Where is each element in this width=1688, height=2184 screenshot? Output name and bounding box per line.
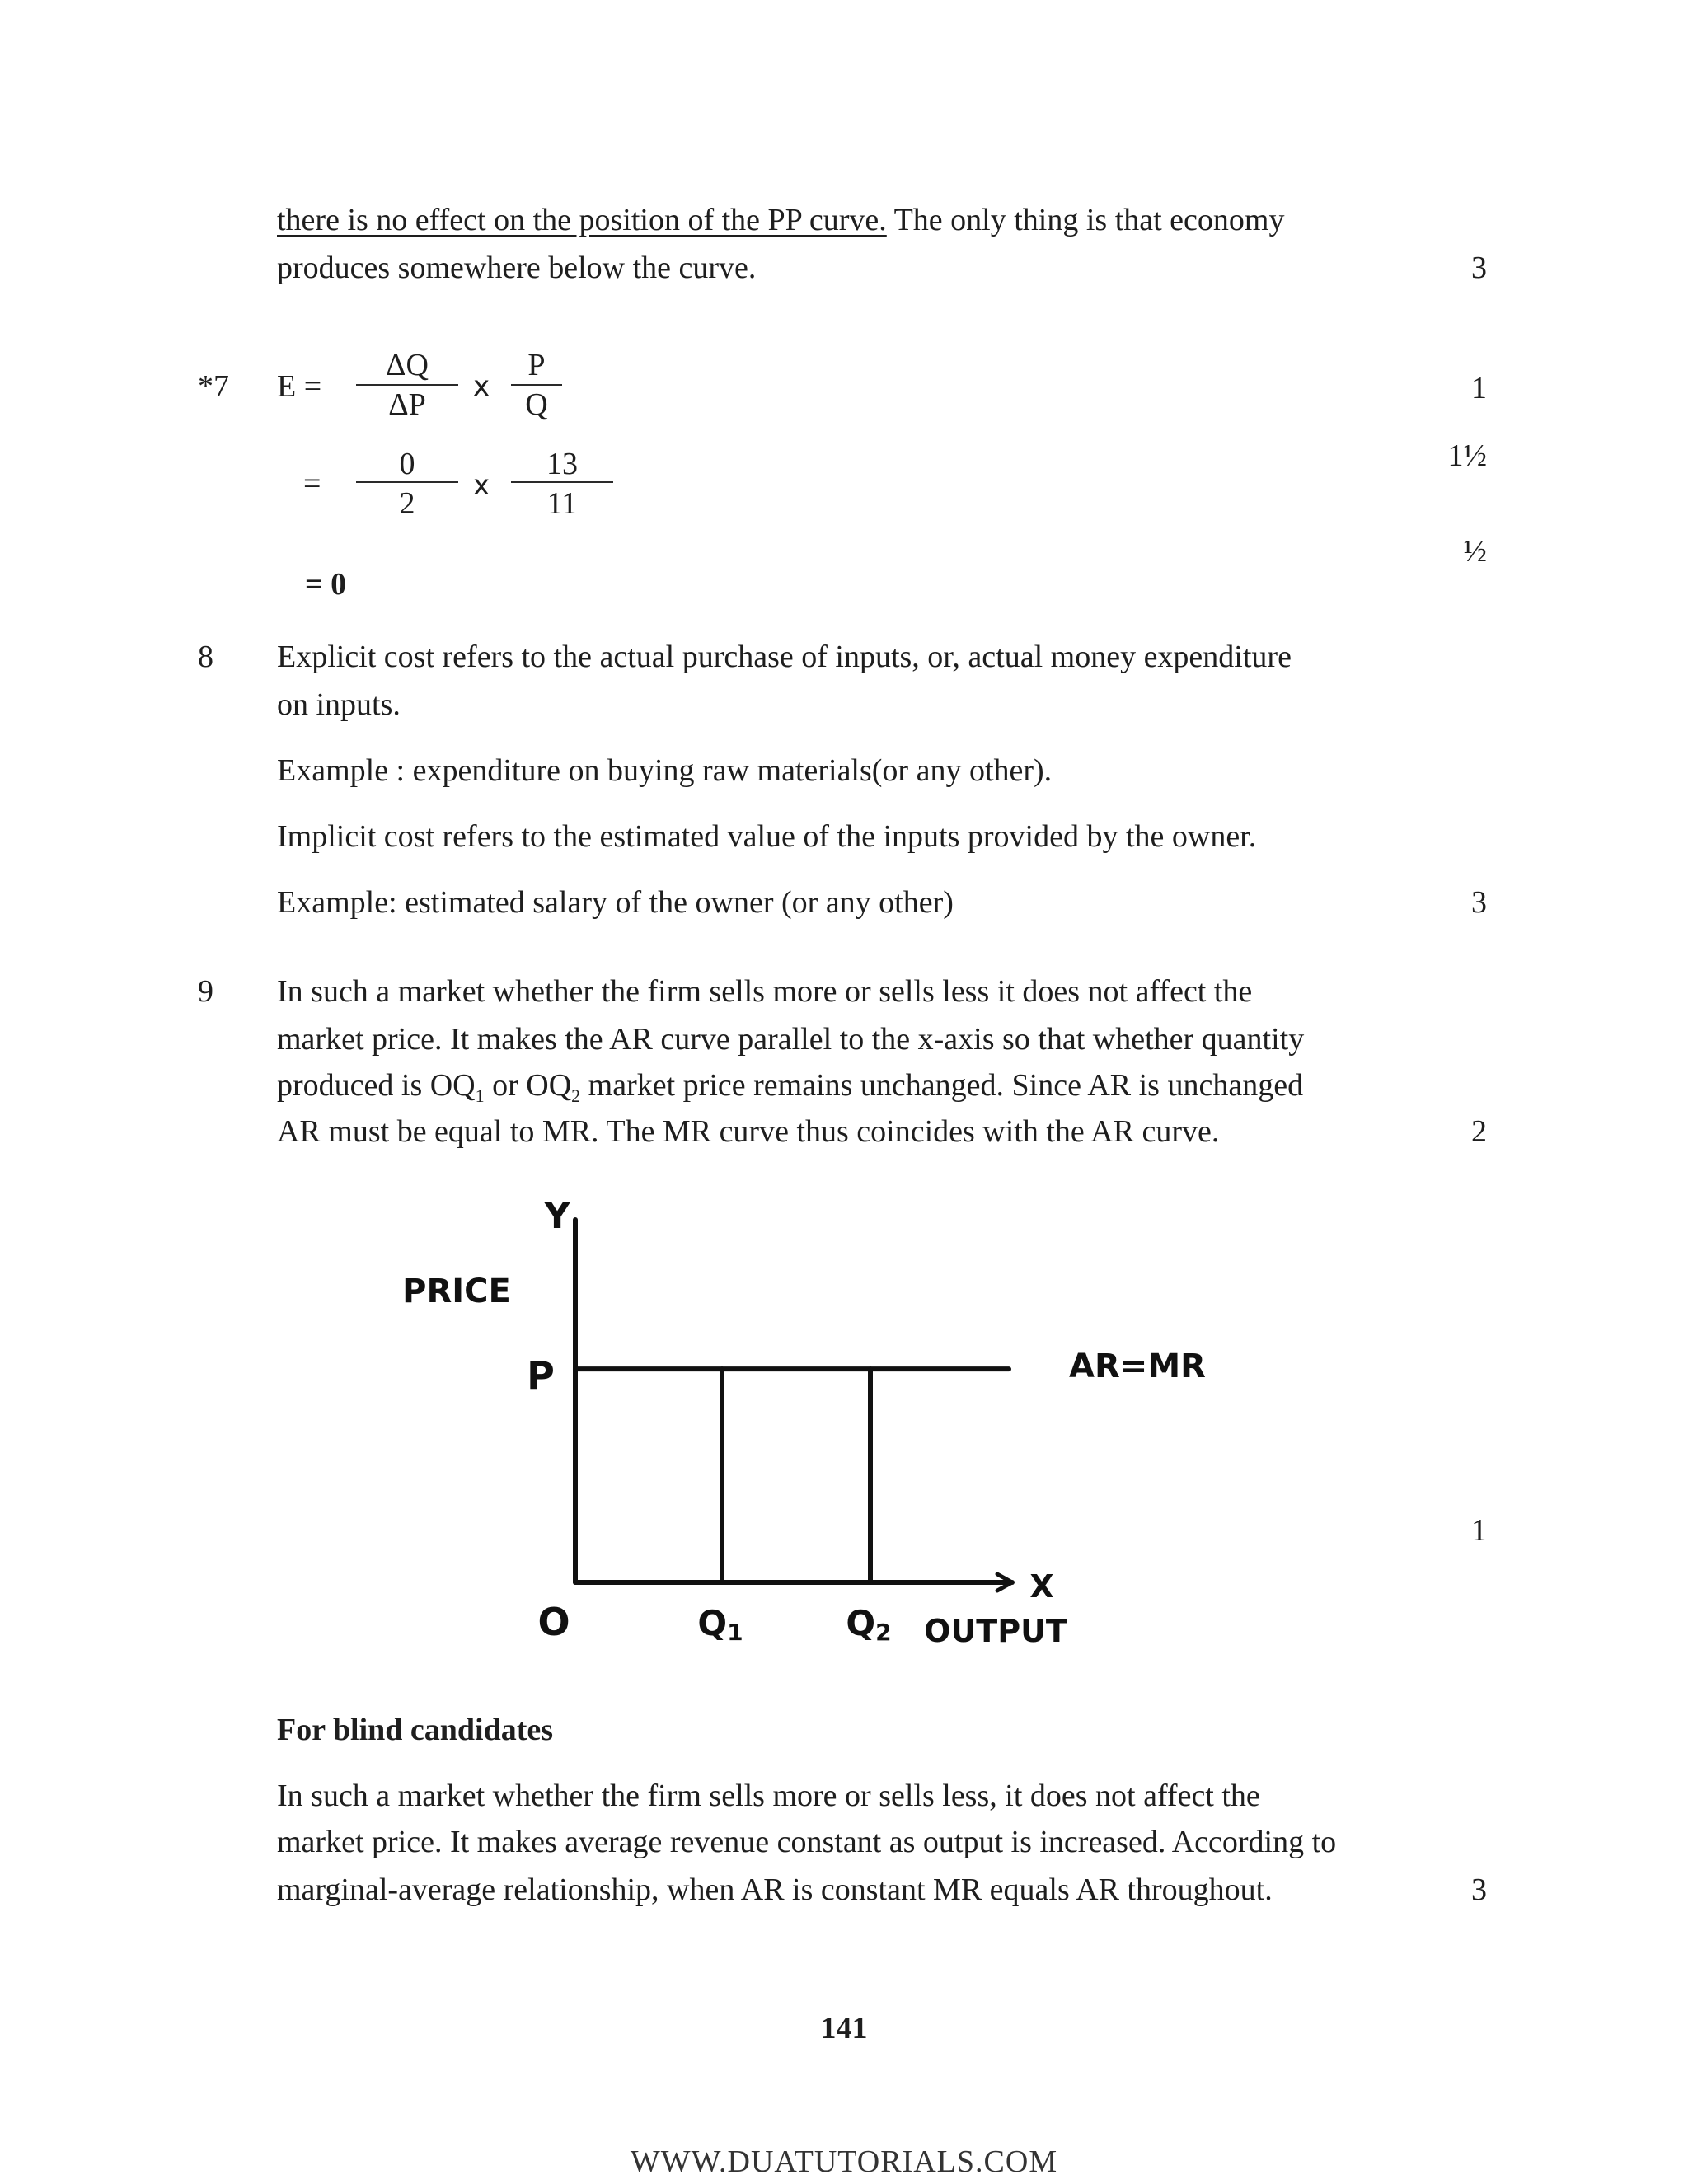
q7-fraction2-denominator: Q xyxy=(525,387,548,422)
q9-line3-sub-2: 2 xyxy=(571,1085,581,1106)
q9-mark: 2 xyxy=(1471,1114,1487,1149)
q7-fraction2-numerator: P xyxy=(528,348,546,382)
x-axis-letter: X xyxy=(1029,1568,1054,1605)
website-footer: WWW.DUATUTORIALS.COM xyxy=(630,2144,1058,2179)
q9-number: 9 xyxy=(198,974,213,1009)
q7-equals: = xyxy=(303,466,321,501)
q7-result: = 0 xyxy=(305,567,347,602)
q7-e-label: E = xyxy=(277,369,322,404)
q9-line-2: market price. It makes the AR curve parallel to the x-axis so that whether quantity xyxy=(277,1022,1305,1057)
y-axis-label: PRICE xyxy=(402,1272,511,1310)
q7-number: *7 xyxy=(198,369,229,404)
q7-fraction4-numerator: 13 xyxy=(546,447,578,481)
curve-label-ar-mr: AR=MR xyxy=(1069,1347,1206,1386)
q8-implicit: Implicit cost refers to the estimated value of the inputs provided by the owner. xyxy=(277,819,1257,854)
x-tick-label-q2: Q2 xyxy=(846,1603,892,1646)
price-label-p: P xyxy=(527,1353,555,1399)
q9-line-4: AR must be equal to MR. The MR curve thus coincides with the AR curve. xyxy=(277,1114,1220,1149)
blind-heading: For blind candidates xyxy=(277,1713,554,1747)
q7-times-2: x xyxy=(473,469,490,502)
q7-fraction1-numerator: ΔQ xyxy=(386,348,429,382)
blind-line-3: marginal-average relationship, when AR is constant MR equals AR throughout. xyxy=(277,1872,1273,1907)
x-axis-label: OUTPUT xyxy=(924,1613,1067,1649)
q9-line3-part-c: market price remains unchanged. Since AR is unchanged xyxy=(580,1068,1304,1103)
q8-example-2: Example: estimated salary of the owner (or any other) xyxy=(277,885,954,920)
q7-fraction3-denominator: 2 xyxy=(399,486,415,521)
q7-mark-3: ½ xyxy=(1463,534,1487,569)
q8-mark: 3 xyxy=(1471,885,1487,920)
blind-line-1: In such a market whether the firm sells more or sells less, it does not affect the xyxy=(277,1779,1260,1813)
q7-mark-1: 1 xyxy=(1471,371,1487,405)
q7-times-1: x xyxy=(473,370,490,403)
origin-label: O xyxy=(537,1600,570,1644)
q6-mark: 3 xyxy=(1471,251,1487,285)
page-number: 141 xyxy=(820,2011,868,2046)
q9-line3-sub-1: 1 xyxy=(475,1085,485,1106)
graph-mark: 1 xyxy=(1471,1513,1487,1548)
blind-mark: 3 xyxy=(1471,1872,1487,1907)
q9-line3-part-b: or OQ xyxy=(484,1068,572,1103)
q7-fraction1-denominator: ΔP xyxy=(388,387,426,422)
y-axis-letter: Y xyxy=(544,1195,570,1237)
q6-underlined-text: there is no effect on the position of the PP curve. xyxy=(277,203,887,237)
x-tick-label-q1: Q1 xyxy=(697,1603,743,1646)
blind-line-2: market price. It makes average revenue constant as output is increased. According to xyxy=(277,1825,1337,1859)
q7-fraction4-denominator: 11 xyxy=(546,486,578,521)
q6-line-2: produces somewhere below the curve. xyxy=(277,251,757,285)
q9-line3-part-a: produced is OQ xyxy=(277,1068,476,1103)
q6-line1-rest: The only thing is that economy xyxy=(886,203,1285,237)
q8-example-1: Example : expenditure on buying raw materials(or any other). xyxy=(277,753,1053,788)
q8-line-1: Explicit cost refers to the actual purchase of inputs, or, actual money expenditure xyxy=(277,640,1292,674)
q9-line-1: In such a market whether the firm sells more or sells less it does not affect the xyxy=(277,974,1253,1009)
q8-line-2: on inputs. xyxy=(277,687,401,722)
q8-number: 8 xyxy=(198,640,213,674)
q7-fraction3-numerator: 0 xyxy=(399,447,415,481)
q7-mark-2: 1½ xyxy=(1447,438,1487,473)
